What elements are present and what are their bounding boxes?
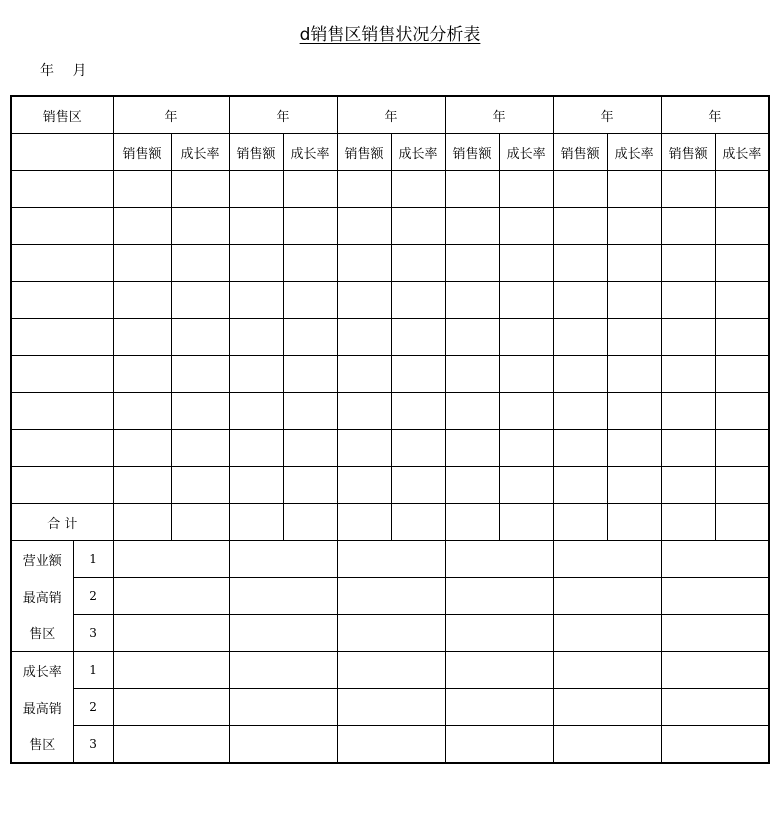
entry-cell[interactable]	[283, 171, 337, 208]
entry-cell[interactable]	[607, 171, 661, 208]
table-row	[11, 430, 769, 467]
entry-cell[interactable]	[445, 319, 499, 356]
ranking-cell[interactable]	[113, 578, 229, 615]
entry-cell[interactable]	[113, 208, 171, 245]
entry-cell[interactable]	[113, 319, 171, 356]
entry-cell[interactable]	[499, 208, 553, 245]
ranking-cell[interactable]	[445, 689, 553, 726]
entry-cell[interactable]	[229, 430, 283, 467]
entry-cell[interactable]	[661, 319, 715, 356]
ranking-cell[interactable]	[445, 578, 553, 615]
entry-cell[interactable]	[391, 319, 445, 356]
sub-header-row	[11, 134, 769, 171]
entry-cell[interactable]	[661, 171, 715, 208]
entry-cell[interactable]	[337, 393, 391, 430]
entry-cell[interactable]	[283, 467, 337, 504]
entry-cell[interactable]	[445, 467, 499, 504]
ranking-cell[interactable]	[229, 652, 337, 689]
entry-cell[interactable]	[113, 430, 171, 467]
ranking-cell[interactable]	[337, 541, 445, 578]
entry-cell[interactable]	[661, 467, 715, 504]
rank-number: 3	[73, 726, 113, 764]
entry-cell[interactable]	[553, 319, 607, 356]
rank-number: 1	[73, 652, 113, 689]
rank-number: 1	[73, 541, 113, 578]
rank-number: 3	[73, 615, 113, 652]
entry-cell[interactable]	[607, 356, 661, 393]
entry-cell[interactable]	[445, 356, 499, 393]
entry-cell[interactable]	[171, 245, 229, 282]
year-label: 年	[40, 63, 54, 79]
entry-cell[interactable]	[499, 430, 553, 467]
growth-rate-header: 成长率	[391, 134, 445, 171]
entry-cell[interactable]	[391, 245, 445, 282]
sales-amount-header: 销售额	[661, 134, 715, 171]
year-header: 年	[113, 96, 229, 134]
total-cell[interactable]	[715, 504, 769, 541]
ranking-row	[11, 578, 769, 615]
entry-cell[interactable]	[391, 356, 445, 393]
table-row	[11, 319, 769, 356]
entry-cell[interactable]	[499, 282, 553, 319]
entry-cell[interactable]	[715, 282, 769, 319]
region-cell[interactable]	[11, 467, 113, 504]
entry-cell[interactable]	[607, 430, 661, 467]
ranking-cell[interactable]	[661, 578, 769, 615]
ranking-cell[interactable]	[113, 689, 229, 726]
section-label: 售区	[11, 726, 73, 764]
entry-cell[interactable]	[283, 245, 337, 282]
entry-cell[interactable]	[715, 430, 769, 467]
entry-cell[interactable]	[391, 282, 445, 319]
total-cell[interactable]	[113, 504, 171, 541]
entry-cell[interactable]	[661, 245, 715, 282]
growth-rate-header: 成长率	[607, 134, 661, 171]
entry-cell[interactable]	[499, 393, 553, 430]
total-cell[interactable]	[337, 504, 391, 541]
entry-cell[interactable]	[553, 245, 607, 282]
sales-analysis-table	[10, 95, 770, 764]
entry-cell[interactable]	[337, 208, 391, 245]
entry-cell[interactable]	[113, 356, 171, 393]
ranking-row	[11, 726, 769, 764]
ranking-cell[interactable]	[553, 615, 661, 652]
entry-cell[interactable]	[337, 319, 391, 356]
empty-cell	[11, 134, 113, 171]
entry-cell[interactable]	[715, 356, 769, 393]
entry-cell[interactable]	[607, 319, 661, 356]
region-cell[interactable]	[11, 430, 113, 467]
total-cell[interactable]	[445, 504, 499, 541]
entry-cell[interactable]	[661, 393, 715, 430]
table-row	[11, 208, 769, 245]
entry-cell[interactable]	[391, 393, 445, 430]
entry-cell[interactable]	[445, 171, 499, 208]
entry-cell[interactable]	[715, 393, 769, 430]
ranking-cell[interactable]	[553, 689, 661, 726]
rank-number: 2	[73, 689, 113, 726]
region-cell[interactable]	[11, 245, 113, 282]
entry-cell[interactable]	[229, 393, 283, 430]
region-cell[interactable]	[11, 356, 113, 393]
table-row	[11, 282, 769, 319]
ranking-row	[11, 615, 769, 652]
entry-cell[interactable]	[171, 430, 229, 467]
growth-rate-header: 成长率	[283, 134, 337, 171]
entry-cell[interactable]	[113, 467, 171, 504]
ranking-cell[interactable]	[113, 726, 229, 764]
total-cell[interactable]	[391, 504, 445, 541]
year-header: 年	[229, 96, 337, 134]
entry-cell[interactable]	[445, 393, 499, 430]
ranking-cell[interactable]	[553, 578, 661, 615]
entry-cell[interactable]	[715, 319, 769, 356]
year-header: 年	[553, 96, 661, 134]
ranking-cell[interactable]	[229, 578, 337, 615]
entry-cell[interactable]	[283, 430, 337, 467]
entry-cell[interactable]	[607, 393, 661, 430]
entry-cell[interactable]	[499, 319, 553, 356]
entry-cell[interactable]	[337, 282, 391, 319]
total-cell[interactable]	[553, 504, 607, 541]
ranking-cell[interactable]	[661, 726, 769, 764]
entry-cell[interactable]	[283, 319, 337, 356]
entry-cell[interactable]	[337, 356, 391, 393]
entry-cell[interactable]	[553, 282, 607, 319]
sales-amount-header: 销售额	[553, 134, 607, 171]
ranking-cell[interactable]	[661, 689, 769, 726]
entry-cell[interactable]	[229, 171, 283, 208]
entry-cell[interactable]	[715, 245, 769, 282]
entry-cell[interactable]	[171, 208, 229, 245]
entry-cell[interactable]	[499, 171, 553, 208]
section-label: 营业额	[11, 541, 73, 578]
entry-cell[interactable]	[607, 282, 661, 319]
entry-cell[interactable]	[445, 208, 499, 245]
entry-cell[interactable]	[715, 171, 769, 208]
ranking-cell[interactable]	[337, 652, 445, 689]
region-header: 销售区	[11, 96, 113, 134]
total-row	[11, 504, 769, 541]
ranking-cell[interactable]	[553, 726, 661, 764]
region-cell[interactable]	[11, 393, 113, 430]
total-cell[interactable]	[607, 504, 661, 541]
ranking-row	[11, 541, 769, 578]
entry-cell[interactable]	[445, 430, 499, 467]
entry-cell[interactable]	[171, 467, 229, 504]
form-title: d销售区销售状况分析表	[299, 25, 481, 45]
entry-cell[interactable]	[499, 356, 553, 393]
entry-cell[interactable]	[229, 467, 283, 504]
ranking-cell[interactable]	[337, 615, 445, 652]
entry-cell[interactable]	[337, 245, 391, 282]
entry-cell[interactable]	[445, 282, 499, 319]
growth-rate-header: 成长率	[499, 134, 553, 171]
entry-cell[interactable]	[661, 356, 715, 393]
region-cell[interactable]	[11, 319, 113, 356]
ranking-cell[interactable]	[445, 615, 553, 652]
entry-cell[interactable]	[391, 171, 445, 208]
entry-cell[interactable]	[715, 467, 769, 504]
entry-cell[interactable]	[113, 282, 171, 319]
entry-cell[interactable]	[553, 430, 607, 467]
sales-amount-header: 销售额	[445, 134, 499, 171]
ranking-cell[interactable]	[113, 541, 229, 578]
section-label: 最高销	[11, 689, 73, 726]
entry-cell[interactable]	[283, 282, 337, 319]
sales-amount-header: 销售额	[337, 134, 391, 171]
entry-cell[interactable]	[499, 467, 553, 504]
entry-cell[interactable]	[553, 467, 607, 504]
table-row	[11, 245, 769, 282]
sales-amount-header: 销售额	[113, 134, 171, 171]
entry-cell[interactable]	[445, 245, 499, 282]
date-line	[40, 60, 86, 80]
entry-cell[interactable]	[171, 282, 229, 319]
year-header: 年	[337, 96, 445, 134]
total-cell[interactable]	[499, 504, 553, 541]
entry-cell[interactable]	[113, 171, 171, 208]
year-header: 年	[661, 96, 769, 134]
ranking-cell[interactable]	[553, 652, 661, 689]
entry-cell[interactable]	[113, 393, 171, 430]
table-row	[11, 171, 769, 208]
entry-cell[interactable]	[553, 393, 607, 430]
entry-cell[interactable]	[607, 467, 661, 504]
table-row	[11, 393, 769, 430]
total-cell[interactable]	[171, 504, 229, 541]
rank-number: 2	[73, 578, 113, 615]
sales-amount-header: 销售额	[229, 134, 283, 171]
ranking-cell[interactable]	[229, 541, 337, 578]
total-cell[interactable]	[661, 504, 715, 541]
entry-cell[interactable]	[171, 319, 229, 356]
ranking-cell[interactable]	[113, 652, 229, 689]
section-label: 成长率	[11, 652, 73, 689]
ranking-row	[11, 652, 769, 689]
ranking-cell[interactable]	[229, 726, 337, 764]
entry-cell[interactable]	[171, 393, 229, 430]
entry-cell[interactable]	[607, 245, 661, 282]
total-cell[interactable]	[283, 504, 337, 541]
month-label: 月	[72, 63, 87, 79]
region-cell[interactable]	[11, 282, 113, 319]
entry-cell[interactable]	[553, 171, 607, 208]
growth-rate-header: 成长率	[171, 134, 229, 171]
entry-cell[interactable]	[229, 208, 283, 245]
entry-cell[interactable]	[229, 282, 283, 319]
table-row	[11, 356, 769, 393]
ranking-cell[interactable]	[337, 578, 445, 615]
ranking-cell[interactable]	[661, 652, 769, 689]
total-label: 合 计	[11, 504, 113, 541]
growth-rate-header: 成长率	[715, 134, 769, 171]
section-label: 售区	[11, 615, 73, 652]
entry-cell[interactable]	[391, 208, 445, 245]
entry-cell[interactable]	[171, 356, 229, 393]
entry-cell[interactable]	[499, 245, 553, 282]
entry-cell[interactable]	[553, 356, 607, 393]
entry-cell[interactable]	[661, 282, 715, 319]
ranking-cell[interactable]	[445, 541, 553, 578]
year-header: 年	[445, 96, 553, 134]
entry-cell[interactable]	[661, 208, 715, 245]
entry-cell[interactable]	[391, 430, 445, 467]
region-cell[interactable]	[11, 171, 113, 208]
ranking-cell[interactable]	[337, 726, 445, 764]
entry-cell[interactable]	[337, 171, 391, 208]
entry-cell[interactable]	[229, 356, 283, 393]
entry-cell[interactable]	[337, 467, 391, 504]
ranking-cell[interactable]	[661, 541, 769, 578]
region-cell[interactable]	[11, 208, 113, 245]
year-header-row	[11, 96, 769, 134]
entry-cell[interactable]	[283, 393, 337, 430]
entry-cell[interactable]	[283, 208, 337, 245]
entry-cell[interactable]	[715, 208, 769, 245]
entry-cell[interactable]	[171, 171, 229, 208]
entry-cell[interactable]	[553, 208, 607, 245]
entry-cell[interactable]	[229, 319, 283, 356]
ranking-cell[interactable]	[661, 615, 769, 652]
entry-cell[interactable]	[283, 356, 337, 393]
entry-cell[interactable]	[113, 245, 171, 282]
entry-cell[interactable]	[661, 430, 715, 467]
entry-cell[interactable]	[337, 430, 391, 467]
ranking-cell[interactable]	[445, 726, 553, 764]
entry-cell[interactable]	[229, 245, 283, 282]
entry-cell[interactable]	[607, 208, 661, 245]
entry-cell[interactable]	[391, 467, 445, 504]
ranking-cell[interactable]	[553, 541, 661, 578]
total-cell[interactable]	[229, 504, 283, 541]
ranking-row	[11, 689, 769, 726]
ranking-cell[interactable]	[229, 615, 337, 652]
ranking-cell[interactable]	[113, 615, 229, 652]
table-row	[11, 467, 769, 504]
ranking-cell[interactable]	[229, 689, 337, 726]
ranking-cell[interactable]	[337, 689, 445, 726]
section-label: 最高销	[11, 578, 73, 615]
ranking-cell[interactable]	[445, 652, 553, 689]
